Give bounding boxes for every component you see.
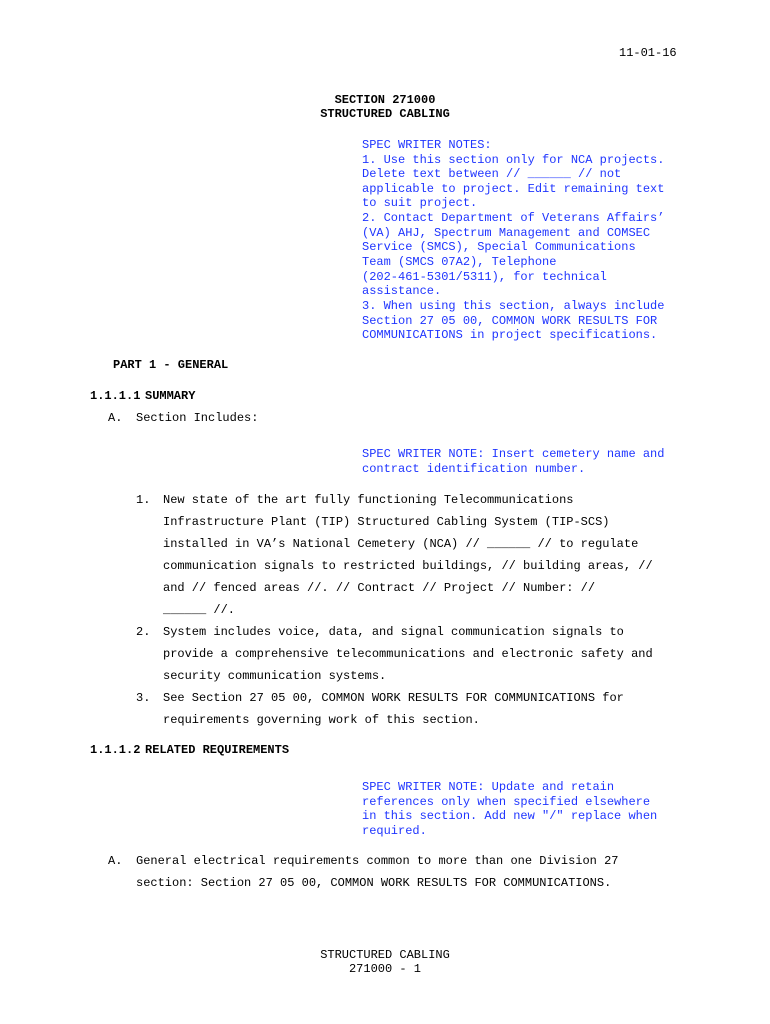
item-line: System includes voice, data, and signal communication signals to [163, 625, 624, 639]
paragraph-letter: A. [108, 854, 123, 868]
header-date: 11-01-16 [619, 46, 677, 60]
spec-note-line: references only when specified elsewhere [362, 795, 651, 809]
part-heading: PART 1 - GENERAL [113, 358, 229, 372]
item-line: and // fenced areas //. // Contract // Project // Number: // [163, 581, 596, 595]
item-line: security communication systems. [163, 669, 387, 683]
item-line: ______ //. [163, 603, 236, 617]
spec-note-line: (VA) AHJ, Spectrum Management and COMSEC [362, 226, 651, 240]
paragraph-text: Section Includes: [136, 411, 259, 425]
item-line: installed in VA’s National Cemetery (NCA) // ______ // to regulate [163, 537, 639, 551]
page-number: 271000 - 1 [348, 962, 421, 976]
spec-note-line: Delete text between // ______ // not [362, 167, 622, 181]
spec-note-line: Team (SMCS 07A2), Telephone [362, 255, 557, 269]
item-line: provide a comprehensive telecommunications and electronic safety and [163, 647, 653, 661]
spec-note-line: Service (SMCS), Special Communications [362, 240, 636, 254]
article-number: 1.1.1.1 [90, 389, 141, 403]
section-number: SECTION 271000 [334, 93, 436, 107]
article-title: RELATED REQUIREMENTS [145, 743, 290, 757]
spec-note-line: (202-461-5301/5311), for technical [362, 270, 607, 284]
spec-note-line: 3. When using this section, always include [362, 299, 665, 313]
paragraph-line: section: Section 27 05 00, COMMON WORK RESULTS FOR COMMUNICATIONS. [136, 876, 612, 890]
item-number: 3. [136, 691, 151, 705]
paragraph-line: General electrical requirements common to more than one Division 27 [136, 854, 619, 868]
spec-note-line: SPEC WRITER NOTES: [362, 138, 492, 152]
item-number: 1. [136, 493, 151, 507]
spec-note-line: assistance. [362, 284, 442, 298]
spec-note-line: required. [362, 824, 427, 838]
spec-note-line: COMMUNICATIONS in project specifications. [362, 328, 658, 342]
spec-note-line: Section 27 05 00, COMMON WORK RESULTS FOR [362, 314, 658, 328]
item-line: Infrastructure Plant (TIP) Structured Cabling System (TIP-SCS) [163, 515, 610, 529]
spec-note-line: 2. Contact Department of Veterans Affairs’ [362, 211, 665, 225]
item-number: 2. [136, 625, 151, 639]
item-line: requirements governing work of this section. [163, 713, 480, 727]
spec-note-line: applicable to project. Edit remaining text [362, 182, 665, 196]
spec-note-line: SPEC WRITER NOTE: Update and retain [362, 780, 615, 794]
paragraph-letter: A. [108, 411, 123, 425]
spec-note-line: 1. Use this section only for NCA projects. [362, 153, 665, 167]
spec-note-line: SPEC WRITER NOTE: Insert cemetery name and [362, 447, 665, 461]
article-title: SUMMARY [145, 389, 196, 403]
spec-note-line: in this section. Add new "/" replace when [362, 809, 658, 823]
item-line: communication signals to restricted buildings, // building areas, // [163, 559, 653, 573]
section-title: STRUCTURED CABLING [320, 107, 450, 121]
spec-note-line: to suit project. [362, 196, 478, 210]
item-line: New state of the art fully functioning Telecommunications [163, 493, 574, 507]
spec-note-line: contract identification number. [362, 462, 586, 476]
article-number: 1.1.1.2 [90, 743, 141, 757]
item-line: See Section 27 05 00, COMMON WORK RESULTS FOR COMMUNICATIONS for [163, 691, 624, 705]
footer-title: STRUCTURED CABLING [320, 948, 450, 962]
